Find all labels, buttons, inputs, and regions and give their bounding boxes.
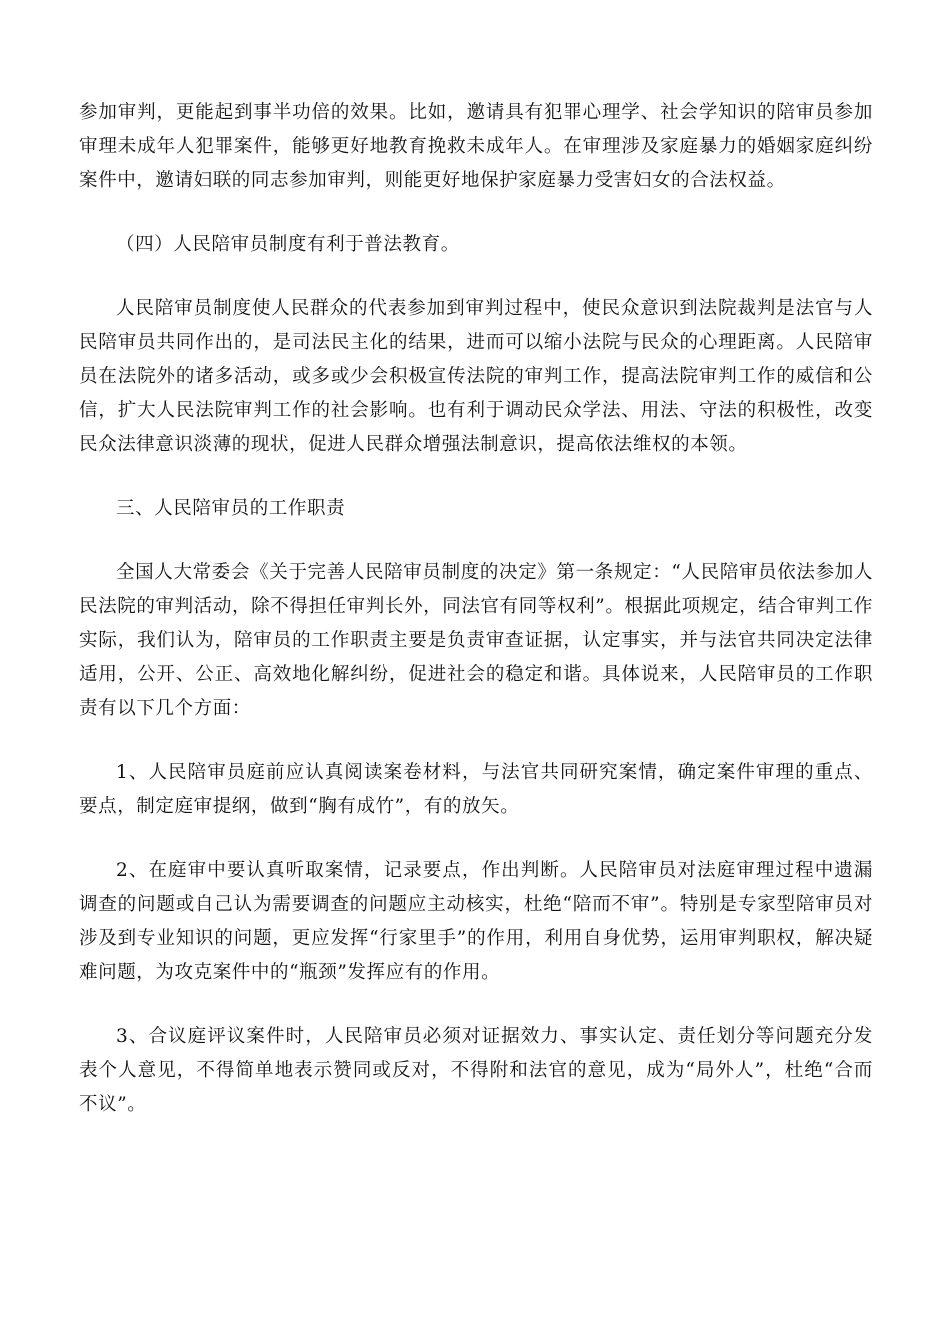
duty-item-3: 3、合议庭评议案件时，人民陪审员必须对证据效力、事实认定、责任划分等问题充分发表个人意见，不得简单地表示赞同或反对，不得附和法官的意见，成为“局外人”，杜绝“合而不议”。 [79,1026,873,1115]
paragraph-npc-decision: 全国人大常委会《关于完善人民陪审员制度的决定》第一条规定：“人民陪审员依法参加人民法院的审判活动，除不得担任审判长外，同法官有同等权利”。根据此项规定，结合审判工作实际，我们认为，陪审员的工作职责主要是负责审查证据，认定事实，并与法官共同决定法律适用，公开、公正、高效地化解纠纷，促进社会的稳定和谐。具体说来，人民陪审员的工作职责有以下几个方面： [79,562,873,719]
paragraph-continuation: 参加审判，更能起到事半功倍的效果。比如，邀请具有犯罪心理学、社会学知识的陪审员参加审理未成年人犯罪案件，能够更好地教育挽救未成年人。在审理涉及家庭暴力的婚姻家庭纠纷案件中，邀请妇联的同志参加审判，则能更好地保护家庭暴力受害妇女的合法权益。 [79,102,873,191]
paragraph-legal-education: 人民陪审员制度使人民群众的代表参加到审判过程中，使民众意识到法院裁判是法官与人民陪审员共同作出的，是司法民主化的结果，进而可以缩小法院与民众的心理距离。人民陪审员在法院外的诸多活动，或多或少会积极宣传法院的审判工作，提高法院审判工作的威信和公信，扩大人民法院审判工作的社会影响。也有利于调动民众学法、用法、守法的积极性，改变民众法律意识淡薄的现状，促进人民群众增强法制意识，提高依法维权的本领。 [79,298,873,455]
chapter-heading-duties: 三、人民陪审员的工作职责 [116,498,346,519]
duty-item-2: 2、在庭审中要认真听取案情，记录要点，作出判断。人民陪审员对法庭审理过程中遗漏调查的问题或自己认为需要调查的问题应主动核实，杜绝“陪而不审”。特别是专家型陪审员对涉及到专业知识的问题，更应发挥“行家里手”的作用，利用自身优势，运用审判职权，解决疑难问题，为攻克案件中的“瓶颈”发挥应有的作用。 [79,860,873,983]
section-heading-4: （四）人民陪审员制度有利于普法教育。 [116,234,460,255]
duty-item-1: 1、人民陪审员庭前应认真阅读案卷材料，与法官共同研究案情，确定案件审理的重点、要点，制定庭审提纲，做到“胸有成竹”，有的放矢。 [79,762,873,817]
document-page [79,96,873,1122]
